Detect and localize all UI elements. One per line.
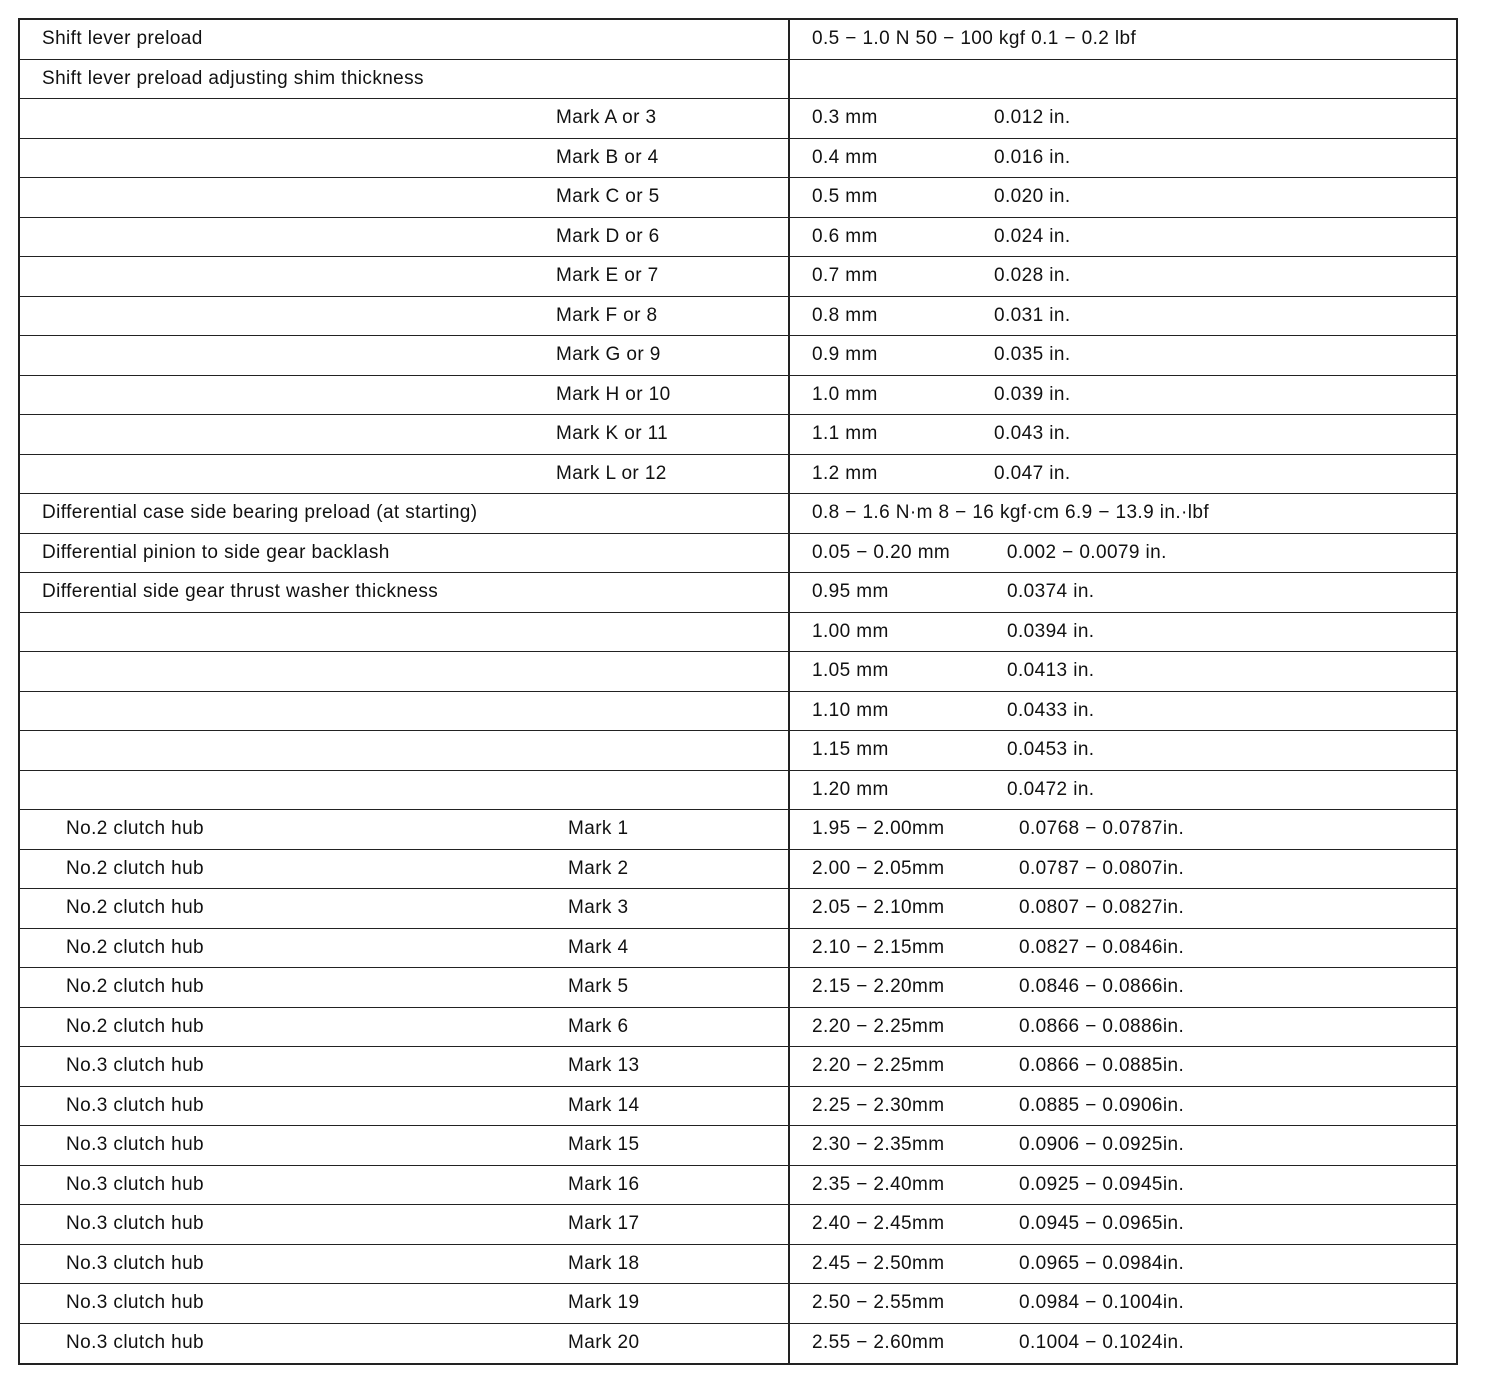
value-inch: 0.0965 − 0.0984in. [1019, 1252, 1185, 1274]
hub-mark: Mark 17 [568, 1213, 640, 1235]
table-row [20, 60, 1456, 100]
value-mm: 0.95 mm [812, 581, 889, 603]
value-mm: 1.2 mm [812, 462, 878, 484]
table-row [20, 1284, 1456, 1324]
value-mm: 0.6 mm [812, 225, 878, 247]
value-inch: 0.0413 in. [1007, 660, 1095, 682]
value-mm: 2.35 − 2.40mm [812, 1173, 945, 1195]
spec-label: Shift lever preload adjusting shim thickness [42, 67, 424, 89]
table-row [20, 1047, 1456, 1087]
table-row [20, 415, 1456, 455]
hub-mark: Mark 15 [568, 1134, 640, 1156]
hub-mark: Mark 6 [568, 1015, 629, 1037]
hub-mark: Mark 1 [568, 818, 629, 840]
value-inch: 0.0787 − 0.0807in. [1019, 857, 1185, 879]
value-mm: 1.15 mm [812, 739, 889, 761]
spec-table [18, 18, 1458, 1365]
value-mm: 2.15 − 2.20mm [812, 976, 945, 998]
spec-label: Differential pinion to side gear backlash [42, 541, 390, 563]
table-row [20, 652, 1456, 692]
value-inch: 0.0984 − 0.1004in. [1019, 1292, 1185, 1314]
value-inch: 0.031 in. [994, 304, 1071, 326]
value-mm: 2.10 − 2.15mm [812, 936, 945, 958]
table-row [20, 218, 1456, 258]
value-mm: 2.30 − 2.35mm [812, 1134, 945, 1156]
value-mm: 1.20 mm [812, 778, 889, 800]
value-inch: 0.0768 − 0.0787in. [1019, 818, 1185, 840]
value-mm: 2.45 − 2.50mm [812, 1252, 945, 1274]
hub-mark: Mark 13 [568, 1055, 640, 1077]
hub-name: No.3 clutch hub [66, 1252, 205, 1274]
table-row [20, 1008, 1456, 1048]
value-mm: 0.4 mm [812, 146, 878, 168]
spec-value: 0.8 − 1.6 N·m 8 − 16 kgf·cm 6.9 − 13.9 in.·lbf [812, 502, 1210, 524]
hub-mark: Mark 18 [568, 1252, 640, 1274]
table-row [20, 968, 1456, 1008]
value-inch: 0.0925 − 0.0945in. [1019, 1173, 1185, 1195]
shim-mark: Mark D or 6 [556, 225, 660, 247]
spec-label: Differential case side bearing preload (at starting) [42, 502, 478, 524]
value-inch: 0.0453 in. [1007, 739, 1095, 761]
table-row [20, 494, 1456, 534]
table-row [20, 534, 1456, 574]
table-row [20, 810, 1456, 850]
value-mm: 0.9 mm [812, 344, 878, 366]
value-inch: 0.028 in. [994, 265, 1071, 287]
value-inch: 0.0945 − 0.0965in. [1019, 1213, 1185, 1235]
hub-mark: Mark 20 [568, 1332, 640, 1354]
value-mm: 0.8 mm [812, 304, 878, 326]
shim-mark: Mark L or 12 [556, 462, 667, 484]
hub-name: No.3 clutch hub [66, 1292, 205, 1314]
table-row [20, 573, 1456, 613]
value-inch: 0.0807 − 0.0827in. [1019, 897, 1185, 919]
value-mm: 1.00 mm [812, 620, 889, 642]
table-row [20, 376, 1456, 416]
value-mm: 2.25 − 2.30mm [812, 1094, 945, 1116]
value-mm: 0.3 mm [812, 107, 878, 129]
hub-name: No.2 clutch hub [66, 897, 205, 919]
shim-mark: Mark E or 7 [556, 265, 659, 287]
table-row [20, 1087, 1456, 1127]
value-mm: 0.5 mm [812, 186, 878, 208]
hub-mark: Mark 5 [568, 976, 629, 998]
hub-name: No.3 clutch hub [66, 1134, 205, 1156]
value-mm: 0.7 mm [812, 265, 878, 287]
hub-mark: Mark 19 [568, 1292, 640, 1314]
table-row [20, 1205, 1456, 1245]
value-mm: 1.1 mm [812, 423, 878, 445]
spec-value: 0.5 − 1.0 N 50 − 100 kgf 0.1 − 0.2 lbf [812, 28, 1137, 50]
value-mm: 2.20 − 2.25mm [812, 1015, 945, 1037]
value-mm: 1.95 − 2.00mm [812, 818, 945, 840]
value-inch: 0.016 in. [994, 146, 1071, 168]
table-row [20, 178, 1456, 218]
table-row [20, 731, 1456, 771]
hub-mark: Mark 3 [568, 897, 629, 919]
value-inch: 0.012 in. [994, 107, 1071, 129]
table-row [20, 1166, 1456, 1206]
hub-mark: Mark 4 [568, 936, 629, 958]
value-mm: 1.10 mm [812, 699, 889, 721]
shim-mark: Mark F or 8 [556, 304, 658, 326]
value-inch: 0.0394 in. [1007, 620, 1095, 642]
table-row [20, 455, 1456, 495]
hub-mark: Mark 2 [568, 857, 629, 879]
table-row [20, 889, 1456, 929]
value-mm: 2.40 − 2.45mm [812, 1213, 945, 1235]
hub-name: No.3 clutch hub [66, 1173, 205, 1195]
hub-name: No.3 clutch hub [66, 1332, 205, 1354]
value-mm: 2.55 − 2.60mm [812, 1332, 945, 1354]
table-row [20, 20, 1456, 60]
value-inch: 0.0433 in. [1007, 699, 1095, 721]
value-inch: 0.1004 − 0.1024in. [1019, 1332, 1185, 1354]
value-mm: 1.0 mm [812, 383, 878, 405]
shim-mark: Mark K or 11 [556, 423, 669, 445]
table-row [20, 850, 1456, 890]
shim-mark: Mark C or 5 [556, 186, 660, 208]
value-inch: 0.043 in. [994, 423, 1071, 445]
table-row [20, 929, 1456, 969]
value-inch: 0.024 in. [994, 225, 1071, 247]
table-row [20, 99, 1456, 139]
value-mm: 2.00 − 2.05mm [812, 857, 945, 879]
table-row [20, 1245, 1456, 1285]
value-inch: 0.0846 − 0.0866in. [1019, 976, 1185, 998]
value-inch: 0.047 in. [994, 462, 1071, 484]
value-inch: 0.0374 in. [1007, 581, 1095, 603]
table-row [20, 692, 1456, 732]
table-row [20, 336, 1456, 376]
hub-name: No.2 clutch hub [66, 1015, 205, 1037]
table-row [20, 771, 1456, 811]
hub-mark: Mark 14 [568, 1094, 640, 1116]
value-inch: 0.0866 − 0.0886in. [1019, 1015, 1185, 1037]
hub-name: No.3 clutch hub [66, 1213, 205, 1235]
table-row [20, 613, 1456, 653]
spec-value: 0.05 − 0.20 mm 0.002 − 0.0079 in. [812, 541, 1167, 563]
hub-name: No.2 clutch hub [66, 936, 205, 958]
table-row [20, 139, 1456, 179]
value-mm: 2.05 − 2.10mm [812, 897, 945, 919]
value-inch: 0.035 in. [994, 344, 1071, 366]
shim-mark: Mark H or 10 [556, 383, 671, 405]
table-row [20, 257, 1456, 297]
shim-mark: Mark A or 3 [556, 107, 657, 129]
value-inch: 0.0827 − 0.0846in. [1019, 936, 1185, 958]
hub-name: No.2 clutch hub [66, 857, 205, 879]
value-mm: 2.50 − 2.55mm [812, 1292, 945, 1314]
value-inch: 0.0472 in. [1007, 778, 1095, 800]
hub-name: No.3 clutch hub [66, 1055, 205, 1077]
value-inch: 0.0885 − 0.0906in. [1019, 1094, 1185, 1116]
value-inch: 0.0906 − 0.0925in. [1019, 1134, 1185, 1156]
spec-label: Differential side gear thrust washer thickness [42, 581, 439, 603]
value-mm: 1.05 mm [812, 660, 889, 682]
hub-name: No.3 clutch hub [66, 1094, 205, 1116]
shim-mark: Mark G or 9 [556, 344, 661, 366]
value-inch: 0.0866 − 0.0885in. [1019, 1055, 1185, 1077]
hub-name: No.2 clutch hub [66, 818, 205, 840]
hub-name: No.2 clutch hub [66, 976, 205, 998]
table-row [20, 297, 1456, 337]
value-mm: 2.20 − 2.25mm [812, 1055, 945, 1077]
spec-label: Shift lever preload [42, 28, 203, 50]
table-row [20, 1324, 1456, 1364]
value-inch: 0.039 in. [994, 383, 1071, 405]
table-row [20, 1126, 1456, 1166]
hub-mark: Mark 16 [568, 1173, 640, 1195]
value-inch: 0.020 in. [994, 186, 1071, 208]
shim-mark: Mark B or 4 [556, 146, 659, 168]
